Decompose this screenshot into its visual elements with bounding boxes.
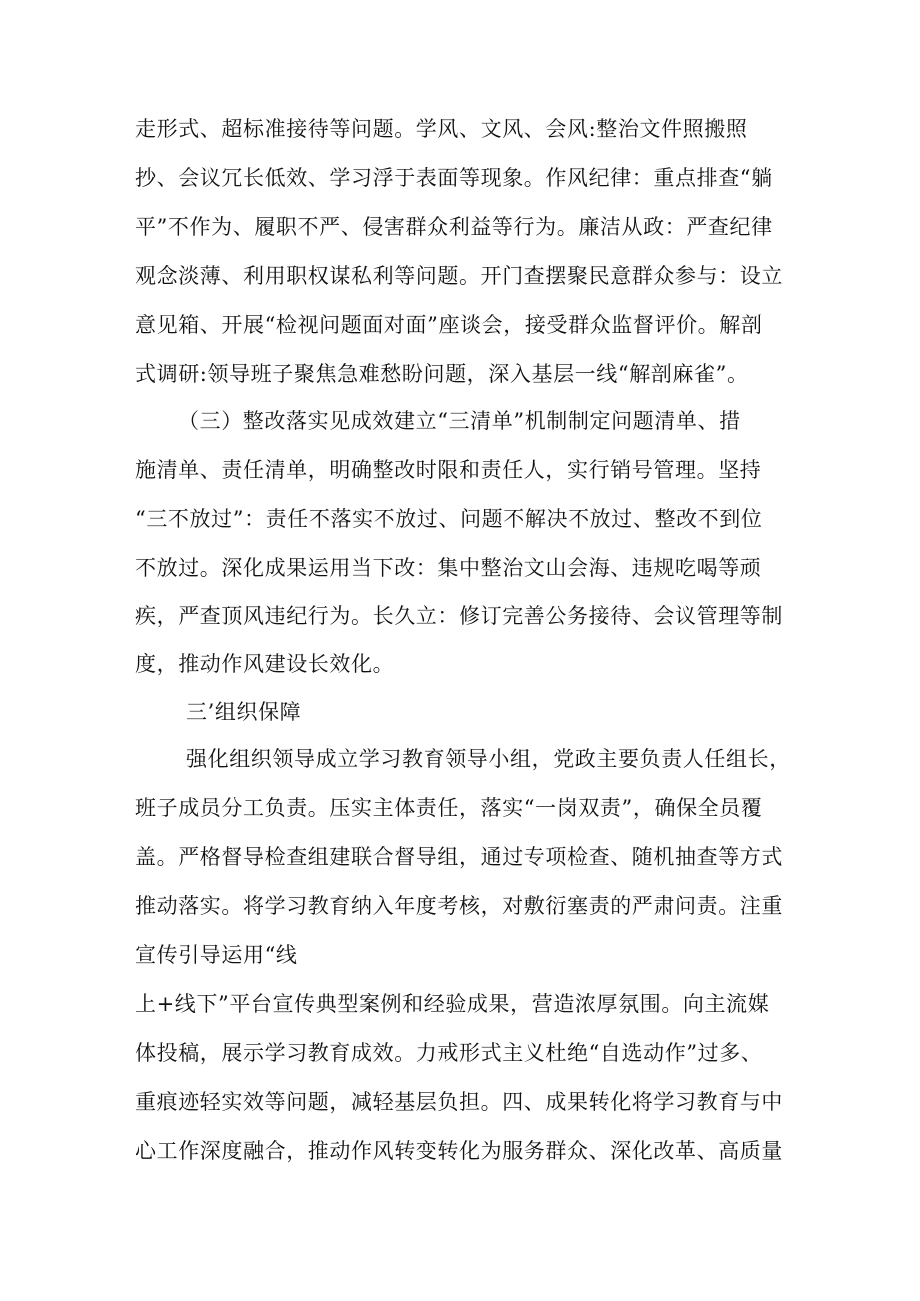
text-line: 疾，严查顶风违纪行为。长久立：修订完善公务接待、会议管理等制 bbox=[135, 604, 783, 628]
text-line: 施清单、责任清单，明确整改时限和责任人，实行销号管理。坚持 bbox=[135, 458, 762, 482]
text-line: 班子成员分工负责。压实主体责任，落实“一岗双责”，确保全员覆 bbox=[135, 796, 763, 820]
text-line: 平”不作为、履职不严、侵害群众利益等行为。廉洁从政：严查纪律 bbox=[135, 215, 773, 239]
text-line: 宣传引导运用“线 bbox=[135, 943, 298, 967]
text-line: 心工作深度融合，推动作风转变转化为服务群众、深化改革、高质量 bbox=[135, 1139, 783, 1163]
text-line: 式调研:领导班子聚焦急难愁盼问题，深入基层一线“解剖麻雀”。 bbox=[135, 362, 749, 386]
text-line: 重痕迹轻实效等问题，减轻基层负担。四、成果转化将学习教育与中 bbox=[135, 1090, 783, 1114]
text-line: 意见箱、开展“检视问题面对面”座谈会，接受群众监督评价。解剖 bbox=[135, 313, 763, 337]
text-line: 强化组织领导成立学习教育领导小组，党政主要负责人任组长， bbox=[186, 747, 791, 771]
text-line: 盖。严格督导检查组建联合督导组，通过专项检查、随机抽查等方式 bbox=[135, 845, 783, 869]
text-line: “三不放过”：责任不落实不放过、问题不解决不放过、整改不到位 bbox=[135, 507, 763, 531]
text-line: 走形式、超标准接待等问题。学风、文风、会风:整治文件照搬照 bbox=[135, 117, 748, 141]
text-line: 不放过。深化成果运用当下改：集中整治文山会海、违规吃喝等顽 bbox=[135, 556, 762, 580]
text-line: 体投稿，展示学习教育成效。力戒形式主义杜绝“自选动作”过多、 bbox=[135, 1041, 763, 1065]
section-heading: （三）整改落实见成效建立“三清单”机制制定问题清单、措 bbox=[178, 409, 741, 433]
text-line: 抄、会议冗长低效、学习浮于表面等现象。作风纪律：重点排查“躺 bbox=[135, 166, 773, 190]
text-line: 推动落实。将学习教育纳入年度考核，对敷衍塞责的严肃问责。注重 bbox=[135, 894, 783, 918]
text-line: 度，推动作风建设长效化。 bbox=[135, 652, 395, 676]
text-line: 上+线下”平台宣传典型案例和经验成果，营造浓厚氛围。向主流媒 bbox=[135, 992, 770, 1016]
text-line: 观念淡薄、利用职权谋私利等问题。开门查摆聚民意群众参与：设立 bbox=[135, 264, 783, 288]
section-heading: 三’组织保障 bbox=[186, 700, 302, 724]
